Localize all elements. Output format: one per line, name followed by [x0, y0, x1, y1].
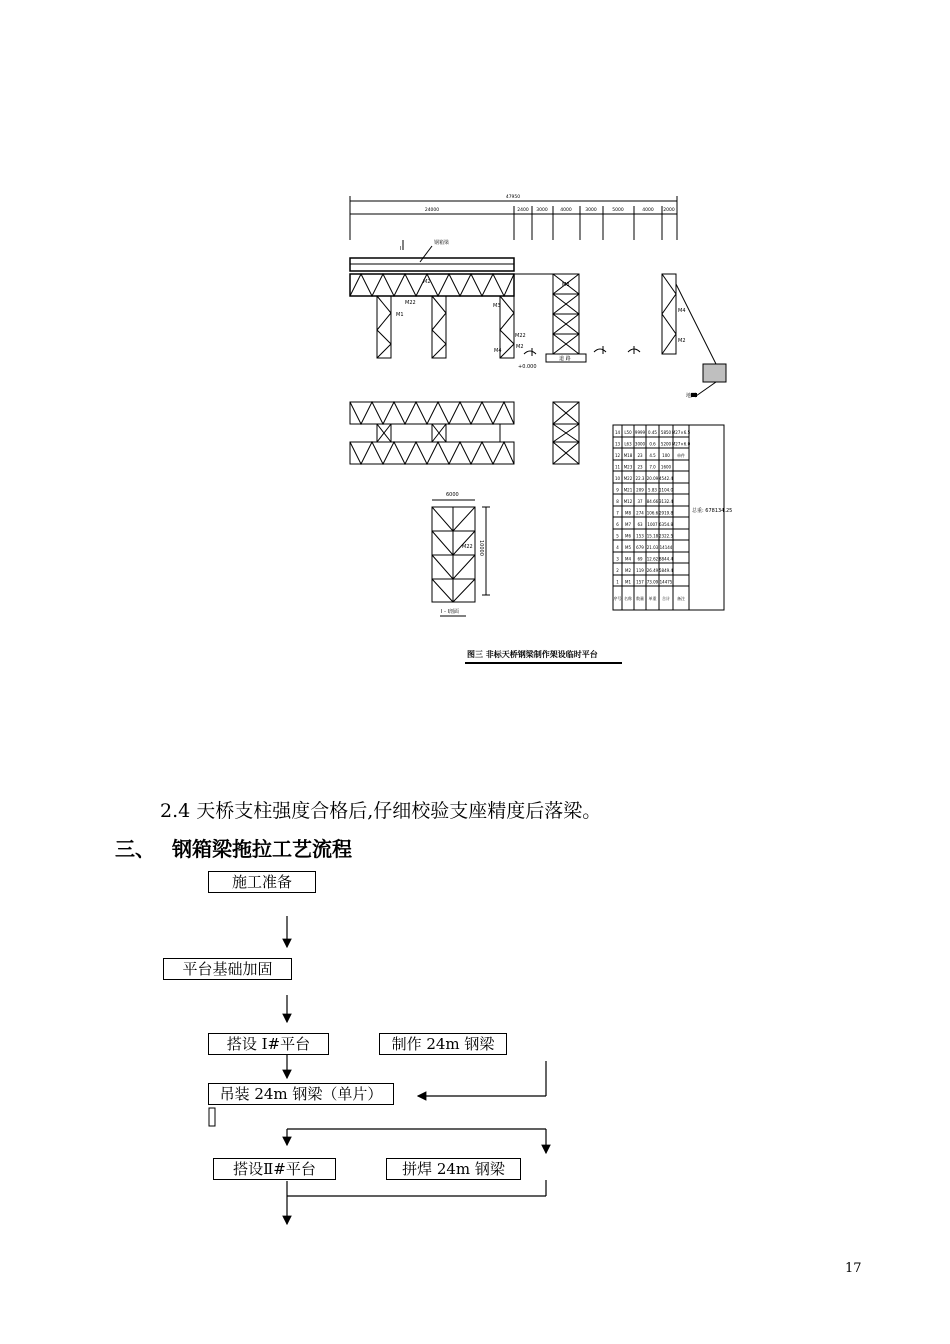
table-cell: 5.83 [648, 487, 657, 493]
table-cell: 12.62 [646, 556, 659, 562]
label-m22b: M22 [515, 333, 526, 339]
table-cell: 1 [616, 579, 619, 585]
flow-step-weld-beam: 拼焊 24m 钢梁 [386, 1158, 521, 1180]
label-m4: M4 [494, 348, 502, 354]
table-cell: 5850 [660, 430, 672, 435]
table-cell: 9999 [634, 430, 646, 435]
label-beam: 钢箱梁 [434, 240, 450, 246]
label-level: +0.000 [518, 364, 537, 370]
dim-2: 2400 [517, 208, 529, 213]
table-cell: 15.18 [646, 533, 659, 539]
label-m2c: M2 [678, 338, 686, 344]
table-cell: 1007 [647, 522, 658, 527]
flow-step-lift-beam: 吊装 24m 钢梁（单片） [208, 1083, 394, 1105]
table-cell: 1600 [660, 464, 672, 470]
dim-6: 5000 [612, 208, 624, 213]
label-m2b: M2 [516, 344, 524, 350]
table-header-cell: 合计 [662, 596, 670, 601]
table-cell: 0.45 [648, 430, 657, 435]
table-cell: 4.5 [649, 453, 656, 458]
table-header-cell: 名称 [624, 596, 632, 601]
table-cell: M5 [625, 545, 631, 550]
table-cell: 9 [616, 487, 619, 493]
flow-step-platform-2: 搭设Ⅱ#平台 [213, 1158, 336, 1180]
table-cell: 26.49 [646, 568, 659, 573]
table-cell: 23 [637, 464, 643, 470]
flow-step-foundation: 平台基础加固 [163, 958, 292, 980]
flow-step-prepare: 施工准备 [208, 871, 316, 893]
dim-8: 2000 [663, 208, 675, 213]
section-number: 三、 [115, 837, 155, 861]
table-cell: 22.3 [635, 476, 645, 481]
table-cell: M22 [623, 476, 633, 481]
table-cell: 2322.5 [659, 533, 673, 539]
table-cell: 153 [636, 533, 644, 539]
label-m22c: M22 [462, 544, 473, 550]
table-cell: 5849.4 [659, 568, 673, 573]
table-cell: M7 [625, 522, 631, 527]
table-cell: 12 [614, 453, 621, 458]
table-cell: M6 [625, 533, 631, 539]
table-cell: 37 [637, 499, 643, 504]
table-cell: 10 [614, 476, 621, 481]
table-cell: 1104.0 [659, 487, 673, 493]
table-cell: 2919.8 [659, 510, 673, 516]
table-cell: M23 [623, 464, 633, 470]
table-cell: 209 [636, 487, 644, 493]
table-cell: 14475 [659, 579, 673, 585]
table-cell: 3132.4 [659, 499, 673, 504]
dim-4: 4000 [560, 208, 572, 213]
table-cell: M18 [623, 453, 633, 458]
label-m22: M22 [405, 300, 416, 306]
table-cell: L50 [624, 430, 632, 435]
table-cell: 23 [637, 453, 643, 458]
paragraph-2-4: 2.4 天桥支柱强度合格后,仔细校验支座精度后落梁。 [160, 800, 602, 822]
table-cell: 14 [614, 430, 621, 435]
table-cell: M27×6.0 [671, 441, 691, 447]
drawing-caption: 图三 非标天桥钢梁制作架设临时平台 [467, 650, 598, 659]
label-m8: M3 [562, 282, 570, 288]
table-header-cell: 备注 [677, 596, 685, 601]
table-cell: M8 [625, 510, 631, 516]
table-cell: 8 [616, 499, 619, 504]
table-cell: 84.66 [646, 499, 659, 504]
table-cell: 106.6 [646, 510, 659, 516]
table-cell: 13 [614, 441, 621, 447]
table-cell: 14144 [659, 545, 673, 550]
table-cell: 7 [616, 510, 619, 516]
page-number: 17 [845, 1261, 862, 1276]
label-road: 道 路 [559, 356, 571, 362]
table-cell: 4 [616, 545, 619, 550]
table-cell: 69 [637, 556, 643, 562]
label-ground: 地面 [686, 393, 697, 399]
table-header-cell: 数量 [636, 596, 644, 601]
label-m2: M2 [423, 279, 431, 285]
table-cell: 0.6 [649, 441, 656, 447]
table-cell: 3000 [634, 441, 646, 447]
flow-step-platform-1: 搭设 Ⅰ#平台 [208, 1033, 329, 1055]
label-note: 总重: 678134.25 [692, 508, 733, 514]
table-cell: 6354.8 [659, 522, 673, 527]
table-header-cell: 单重 [648, 596, 657, 601]
table-cell: M4 [625, 556, 631, 562]
table-cell: 6 [616, 522, 619, 527]
table-cell: M12 [623, 499, 633, 504]
table-cell: 2 [616, 568, 619, 573]
table-cell: 4542.4 [659, 476, 673, 481]
flow-step-make-beam: 制作 24m 钢梁 [379, 1033, 507, 1055]
table-header-cell: 序号 [613, 596, 622, 601]
dim-total: 47950 [505, 195, 521, 200]
table-cell: M21 [623, 487, 633, 493]
table-cell: M1 [625, 579, 631, 585]
table-cell: 3 [616, 556, 619, 562]
table-cell: 679 [636, 545, 644, 550]
table-cell: 20.09 [646, 476, 659, 481]
table-cell: 119 [636, 568, 644, 573]
table-cell: 8844.4 [659, 556, 673, 562]
dim-7: 4000 [642, 208, 654, 213]
table-cell: L63 [624, 441, 632, 447]
label-m3: M3 [493, 303, 501, 309]
table-cell: 21.03 [646, 545, 659, 550]
label-height: 10000 [478, 540, 484, 556]
table-cell: 274 [636, 510, 644, 516]
label-m7: M4 [678, 308, 686, 314]
table-cell: M27×6.5 [671, 430, 691, 435]
table-cell: 单件 [677, 453, 685, 458]
label-section: Ⅰ - Ⅰ剖面 [441, 609, 459, 615]
table-cell: M2 [625, 568, 631, 573]
table-cell: 5 [616, 533, 619, 539]
dim-5: 3000 [585, 208, 597, 213]
label-cut: Ⅰ [400, 246, 402, 252]
table-cell: 63 [637, 522, 643, 527]
table-cell: 73.09 [646, 579, 659, 585]
dim-3: 3000 [536, 208, 548, 213]
table-cell: 7.0 [649, 464, 656, 470]
label-width: 6000 [446, 492, 459, 498]
section-heading: 钢箱梁拖拉工艺流程 [172, 837, 352, 861]
label-m1: M1 [396, 312, 404, 318]
table-cell: 100 [662, 453, 670, 458]
table-cell: 157 [636, 579, 644, 585]
table-cell: 11 [614, 464, 621, 470]
table-cell: 5200 [660, 441, 672, 447]
dim-1: 24000 [424, 208, 440, 213]
